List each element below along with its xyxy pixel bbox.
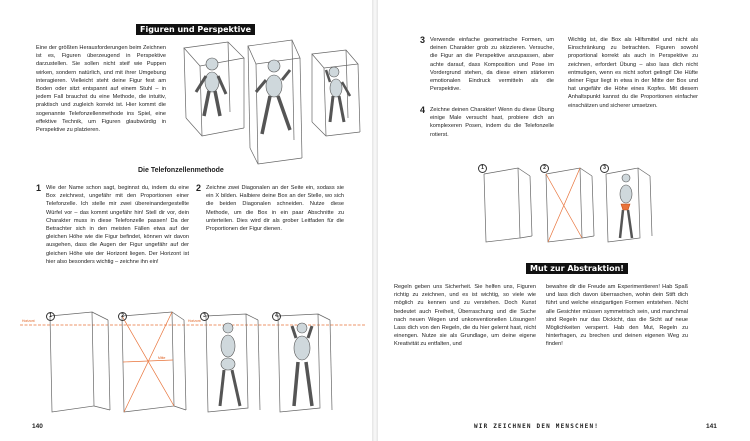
abstraktion-text-col2: bewahre dir die Freude am Experimentieren! Hab Spaß und lass dich davon überraschen, wohin dein Stift dich führt und welche einzigartigen Formen entstehen. Nicht alle Gesichter müssen symmetrisch sein, und manchmal sind Regeln nur das Dickicht, das die Sicht auf neue Möglichkeiten versperrt. Hab den Mut, Regeln zu hinterfragen, zu brechen und deinen eigenen Weg zu finden! bbox=[546, 284, 688, 348]
step-3-text: Verwende einfache geometrische Formen, um deinen Charakter grob zu skizzieren. Versuche, die Figur an die Perspektive anzupassen, aber achte darauf, dass Komposition und Pose im Vordergrund stehen, da diese einen stärkeren emotionalen Eindruck vermitteln als die Perspektive. bbox=[430, 37, 554, 93]
step-1-text: Wie der Name schon sagt, beginnst du, indem du eine Box zeichnest, ungefähr mit den Proportionen einer Telefonzelle. Ich stelle mir zwei übereinandergestellte Würfel vor – das kommt ungefähr hin! Stell dir vor, dein Charakter muss in diese Telefonzelle passen! Da der Betrachter sich in den meisten Fällen etwa auf der gleichen Höhe wie die Figur befindet, können wir davon ausgehen, dass die Augen der Figur ungefähr auf der gleichen Höhe wie der Horizont liegen. Der Horizont ist hier also besonders wichtig – zeichne ihn ein! bbox=[46, 185, 189, 265]
top-figures-illustration bbox=[166, 36, 366, 166]
horizont-label-1: Horizont bbox=[22, 319, 35, 323]
telefonzelle-steps-diagram bbox=[20, 310, 365, 418]
diagram-step-1-marker: 1 bbox=[46, 312, 55, 321]
page-number-right: 141 bbox=[706, 423, 717, 430]
step-4-text: Zeichne deinen Charakter! Wenn du diese Übung einige Male versucht hast, probiere dich an komplexeren Posen, indem du die Telefonzelle rotierst. bbox=[430, 107, 554, 138]
heading-figuren-perspektive: Figuren und Perspektive bbox=[136, 24, 255, 35]
step-1-number: 1 bbox=[36, 183, 42, 193]
mitte-label: Mitte bbox=[158, 356, 166, 360]
footer-book-title: WIR ZEICHNEN DEN MENSCHEN! bbox=[474, 423, 600, 430]
diagram-step-4-marker: 4 bbox=[272, 312, 281, 321]
step-2-text: Zeichne zwei Diagonalen an der Seite ein, sodass sie ein X bilden. Halbiere deine Box an der Stelle, wo sich die beiden Diagonalen schneiden. Nutze diese Methode, um die Box in ein paar Abschnitte zu unterteilen. Dies wird dir als grober Leitfaden für die Proportionen der Figur dienen. bbox=[206, 185, 344, 233]
right-diagram-step-2-marker: 2 bbox=[540, 164, 549, 173]
step-3-number: 3 bbox=[420, 35, 426, 45]
right-column-text: Wichtig ist, die Box als Hilfsmittel und nicht als Einschränkung zu betrachten. Figuren sowohl proportional korrekt als auch in Perspektive zu zeichnen, erfordert Übung – also lass dich nicht entmutigen, wenn es nicht sofort gelingt! Die Hüfte deiner Figur liegt in etwa in der Mitte der Box und hat ungefähr die Höhe eines Kopfes. Mit diesem Anhaltspunkt kannst du die Proportionen einfacher einschätzen und sicherer umsetzen. bbox=[568, 37, 698, 109]
right-page bbox=[378, 0, 750, 441]
step-4-number: 4 bbox=[420, 105, 426, 115]
diagram-step-3-marker: 3 bbox=[200, 312, 209, 321]
right-diagram-step-3-marker: 3 bbox=[600, 164, 609, 173]
boxes-steps-diagram bbox=[478, 162, 678, 244]
horizont-label-2: Horizont bbox=[188, 319, 201, 323]
heading-mut-zur-abstraktion: Mut zur Abstraktion! bbox=[526, 263, 628, 274]
step-2-number: 2 bbox=[196, 183, 202, 193]
abstraktion-text-col1: Regeln geben uns Sicherheit. Sie helfen uns, Figuren richtig zu zeichnen, und es ist wichtig, so viele wie möglich zu kennen und zu verstehen. Doch Kunst bedeutet auch Freiheit, Überraschung und die Suche nach neuen Wegen und unkonventionellen Lösungen! Lass dich von den Regeln, die du hier gelernt hast, nicht einengen. Nutze sie als Grundlage, um deine eigene Kreativität zu entfalten, und bbox=[394, 284, 536, 348]
intro-paragraph: Eine der größten Herausforderungen beim Zeichnen ist es, Figuren überzeugend in Perspektive darzustellen. Sie sollen nicht steif wie Puppen wirken, sondern natürlich, und mit ihrer Umgebung interagieren. Vielleicht steht deine Figur fest am Boden oder sitzt entspannt auf einem Stuhl – in jedem Fall brauchst du eine Methode, die intuitiv, praktisch und zugleich korrekt ist. Hier kommt die sogenannte Telefonzellenmethode ins Spiel, eine effektive Technik, um Figuren glaubwürdig in Perspektive zu platzieren. bbox=[36, 45, 166, 134]
diagram-step-2-marker: 2 bbox=[118, 312, 127, 321]
section-title-telefonzelle: Die Telefonzellenmethode bbox=[138, 167, 224, 174]
right-diagram-step-1-marker: 1 bbox=[478, 164, 487, 173]
left-page bbox=[0, 0, 372, 441]
page-number-left: 140 bbox=[32, 423, 43, 430]
